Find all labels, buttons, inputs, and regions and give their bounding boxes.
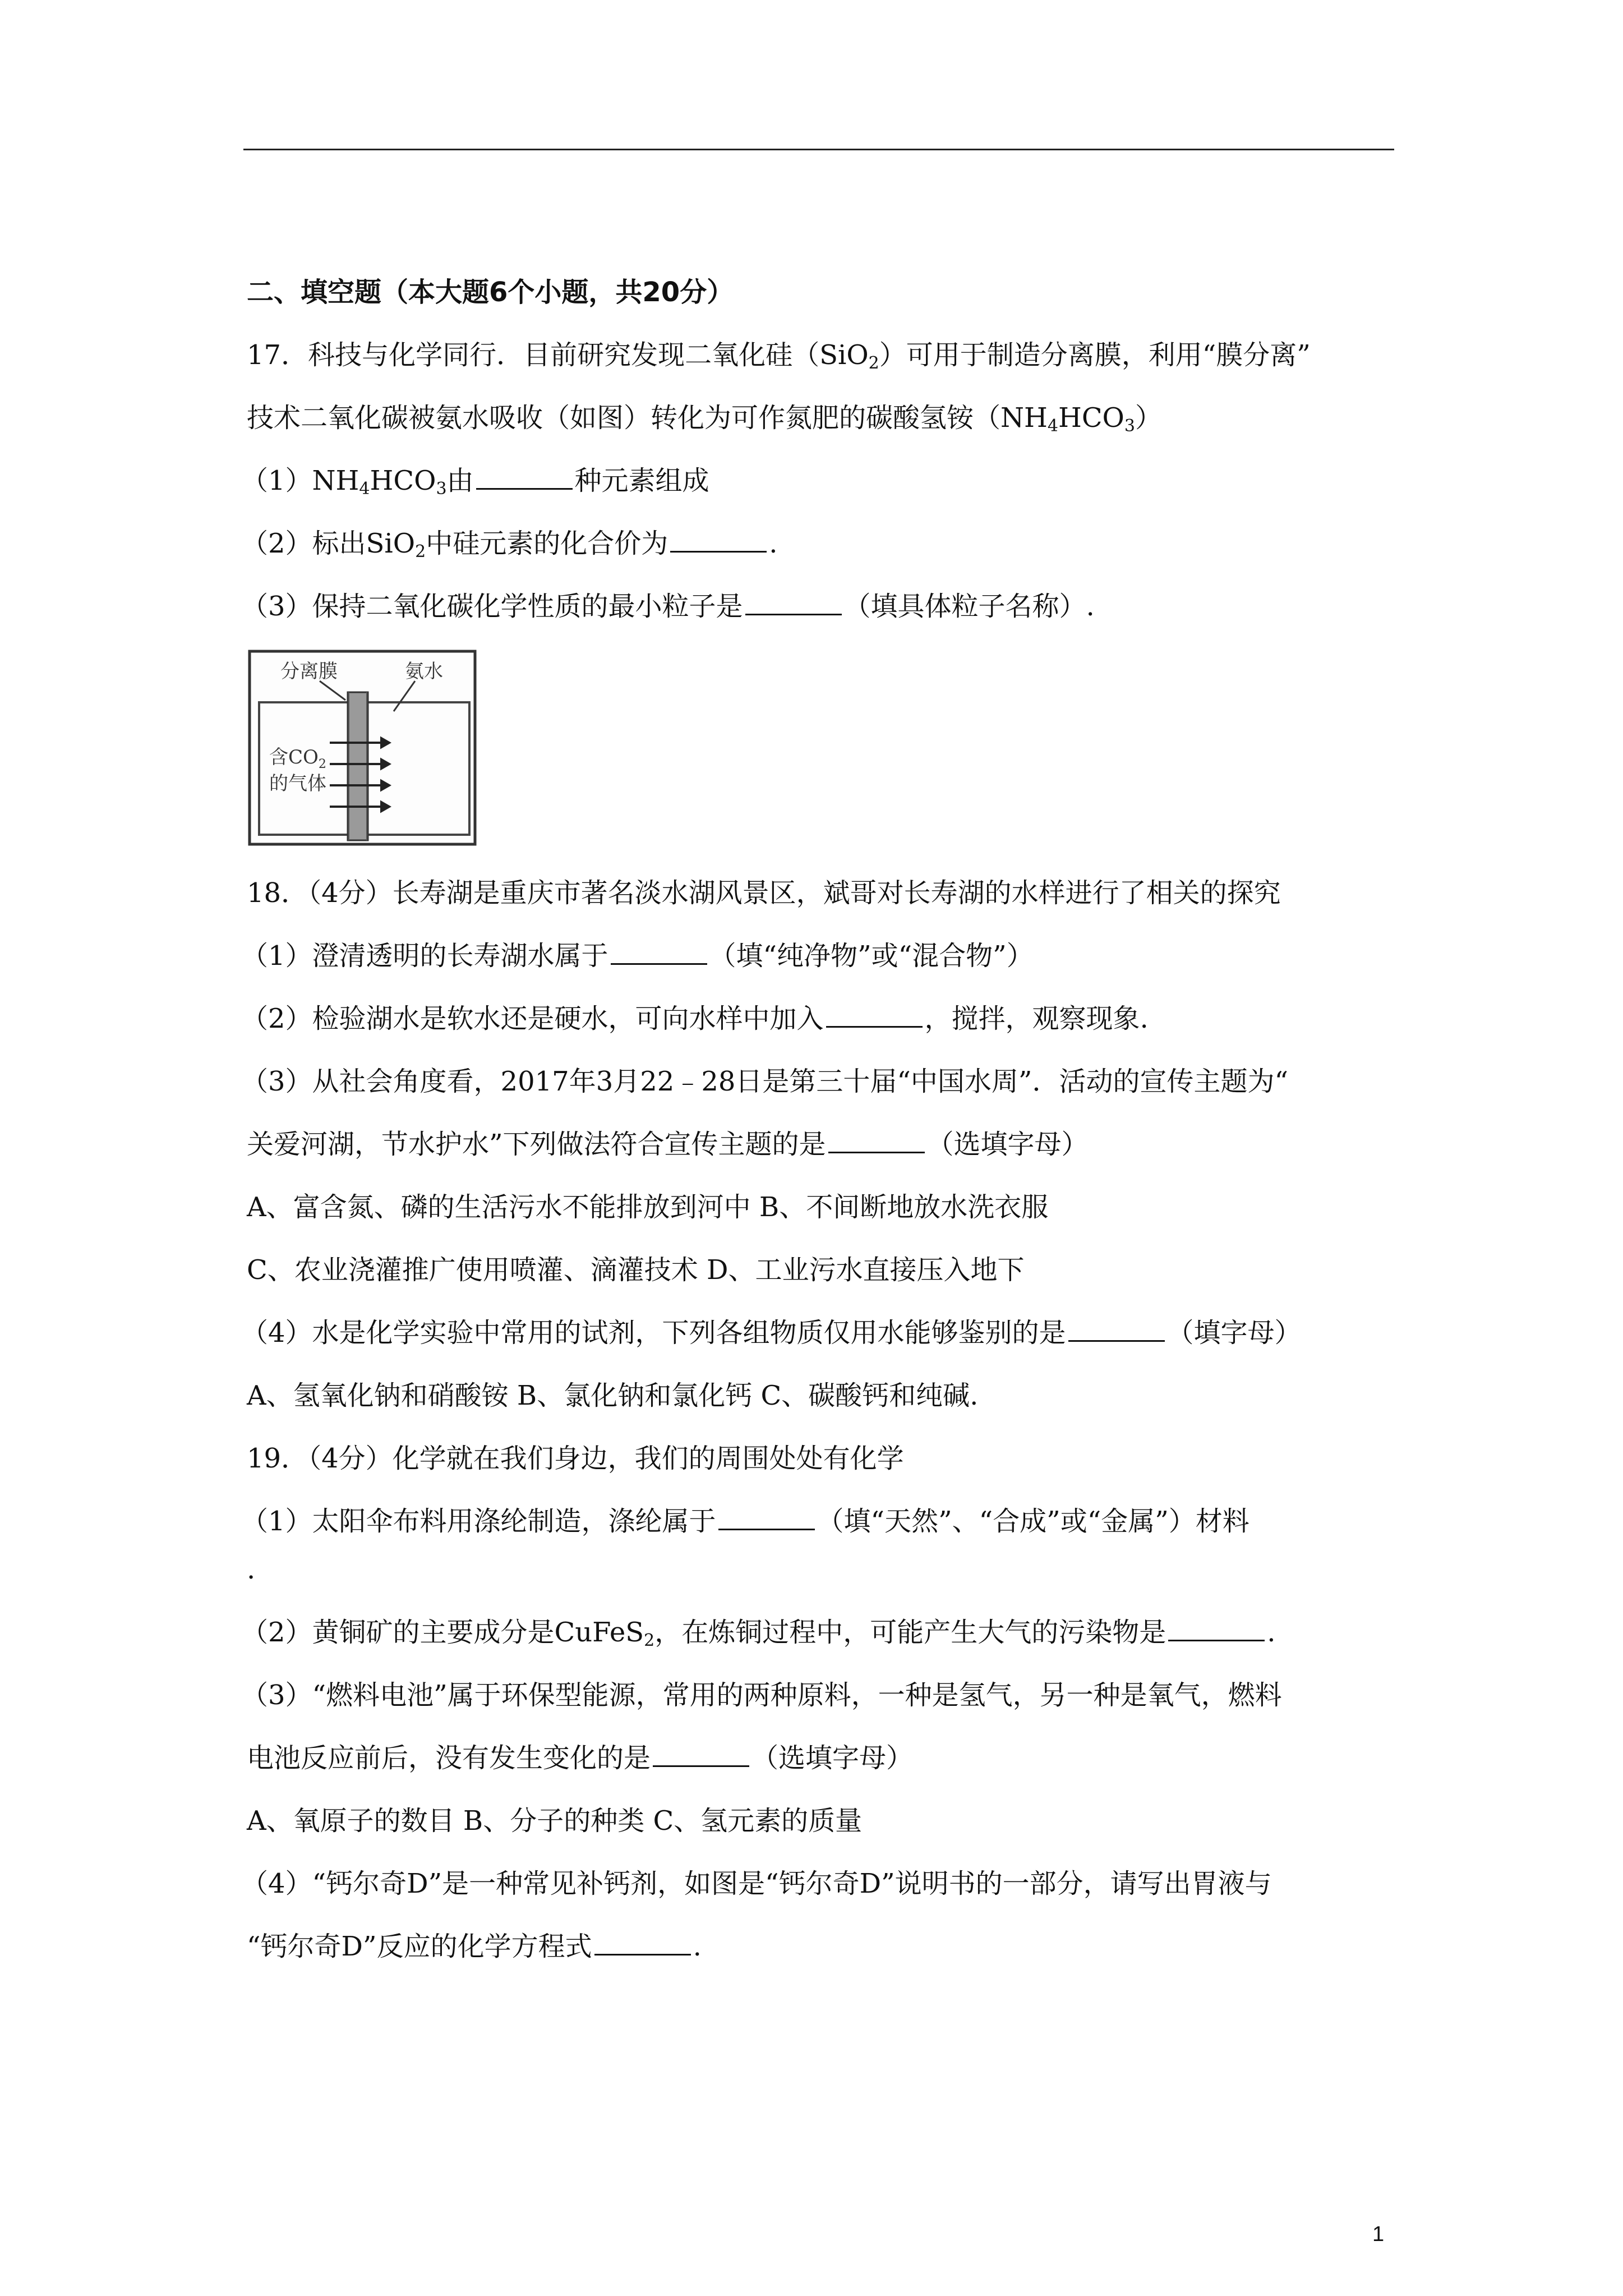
- q18-part4: （4）水是化学实验中常用的试剂，下列各组物质仅用水能够鉴别的是 （填字母）: [241, 1317, 1302, 1349]
- label-gas-line2: 的气体: [269, 772, 326, 795]
- q17-part1: $(1)NH_4HCO_3$由 种元素组成: [241, 465, 709, 499]
- answer-blank[interactable]: [476, 466, 573, 490]
- q18-options-cd: C、农业浇灌推广使用喷灌、滴灌技术 D、工业污水直接压入地下: [247, 1254, 1025, 1286]
- page-number: 1: [1372, 2223, 1385, 2246]
- answer-blank[interactable]: [1168, 1617, 1265, 1641]
- q17-intro-line2: 技术二氧化碳被氨水吸收（如图）转化为可作氮肥的碳酸氢铵$(NH_4HCO_3)$: [247, 402, 1163, 436]
- q19-part3-options: A、氧原子的数目 B、分子的种类 C、氢元素的质量: [247, 1805, 863, 1837]
- header-rule: [243, 149, 1394, 150]
- q18-part2: （2）检验湖水是软水还是硬水，可向水样中加入 ，搅拌，观察现象.: [241, 1003, 1149, 1034]
- q17-part3: （3）保持二氧化碳化学性质的最小粒子是 （填具体粒子名称）.: [241, 591, 1095, 622]
- answer-blank[interactable]: [1068, 1318, 1165, 1342]
- q17-part2: （2）标出SiO$_2$中硅元素的化合价为 .: [241, 528, 778, 562]
- label-gas-line1: 含$CO_2$: [269, 746, 326, 771]
- q19-part1: （1）太阳伞布料用涤纶制造，涤纶属于 （填“天然”、“合成”或“金属”）材料: [241, 1506, 1249, 1537]
- q19-intro: 19．（4分）化学就在我们身边，我们的周围处处有化学: [247, 1443, 904, 1474]
- q18-part4-options: A、氢氧化钠和硝酸铵 B、氯化钠和氯化钙 C、碳酸钙和纯碱.: [247, 1380, 979, 1411]
- answer-blank[interactable]: [718, 1506, 815, 1530]
- q19-part2: （2）黄铜矿的主要成分是CuFeS$_2$，在炼铜过程中，可能产生大气的污染物是 .: [241, 1617, 1276, 1650]
- membrane: [348, 692, 368, 840]
- section-title: 二、填空题（本大题6个小题，共20分）: [247, 277, 734, 308]
- q18-intro: 18．（4分）长寿湖是重庆市著名淡水湖风景区，斌哥对长寿湖的水样进行了相关的探究: [247, 877, 1281, 909]
- q19-part4-line1: （4）“钙尔奇D”是一种常见补钙剂，如图是“钙尔奇D”说明书的一部分，请写出胃液与: [241, 1868, 1272, 1899]
- answer-blank[interactable]: [611, 941, 707, 965]
- answer-blank[interactable]: [826, 1004, 923, 1028]
- label-membrane: 分离膜: [280, 660, 338, 683]
- q18-part1: （1）澄清透明的长寿湖水属于 （填“纯净物”或“混合物”）: [241, 940, 1034, 972]
- q17-intro-line1: 17．科技与化学同行．目前研究发现二氧化硅（SiO$_2$）可用于制造分离膜，利用“膜分离”: [247, 339, 1311, 373]
- q19-part4-line2: “钙尔奇D”反应的化学方程式 .: [247, 1931, 702, 1962]
- answer-blank[interactable]: [828, 1129, 925, 1153]
- q18-part3-line1: （3）从社会角度看，2017年3月22﹣28日是第三十届“中国水周”．活动的宣传主题为“: [241, 1066, 1289, 1097]
- answer-blank[interactable]: [653, 1743, 749, 1767]
- label-ammonia-water: 氨水: [405, 660, 443, 683]
- q19-part1-dot: .: [247, 1554, 256, 1585]
- q19-part3-line2: 电池反应前后，没有发生变化的是 （选填字母）: [247, 1742, 914, 1774]
- membrane-separation-figure: [247, 648, 478, 847]
- q19-part3-line1: （3）“燃料电池”属于环保型能源，常用的两种原料，一种是氢气，另一种是氧气，燃料: [241, 1680, 1282, 1711]
- answer-blank[interactable]: [670, 528, 767, 553]
- q18-part3-line2: 关爱河湖，节水护水”下列做法符合宣传主题的是 （选填字母）: [247, 1129, 1089, 1160]
- answer-blank[interactable]: [594, 1931, 691, 1955]
- q18-options-ab: A、富含氮、磷的生活污水不能排放到河中 B、不间断地放水洗衣服: [247, 1191, 1049, 1223]
- answer-blank[interactable]: [745, 591, 842, 615]
